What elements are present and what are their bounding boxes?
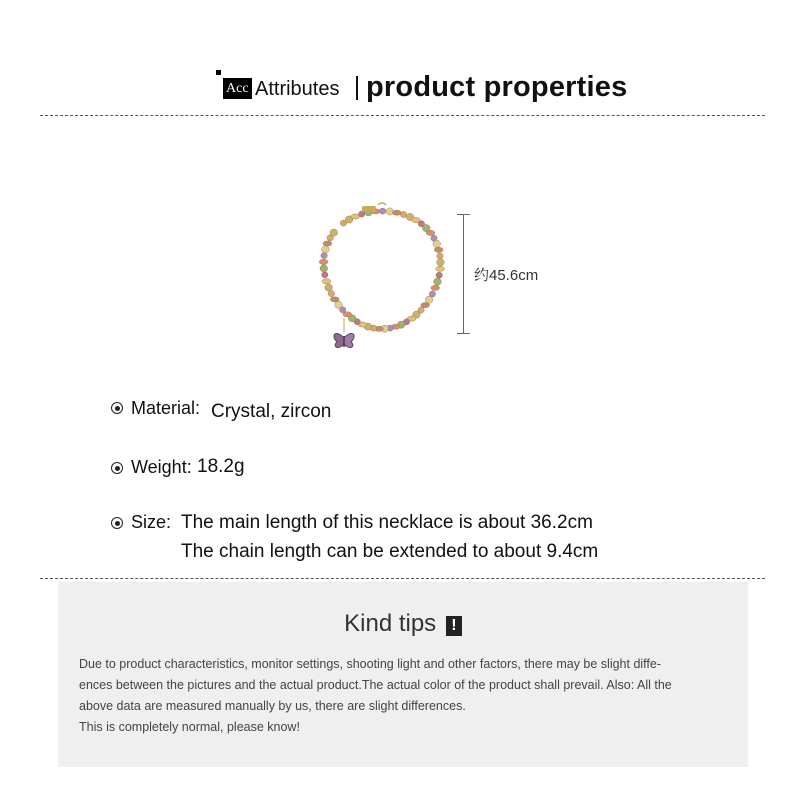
exclamation-icon: ! [446,616,462,636]
size-label: Size: [131,512,172,532]
necklace-bead [437,259,445,266]
necklace-bead [386,208,394,215]
necklace-bead [320,265,328,272]
measurement-label: 约45.6cm [474,267,539,284]
divider-middle [40,578,765,579]
necklace-bead [433,240,441,247]
necklace-bead [323,241,332,246]
kind-tips-body [79,654,735,738]
weight-bullet-icon [111,462,123,474]
necklace-bead [425,296,433,303]
necklace-bead [379,208,385,214]
necklace-bead [322,279,331,284]
necklace-bead [426,230,435,235]
section-header [0,62,800,112]
material-bullet-icon [111,402,123,414]
necklace-bead [328,291,334,297]
size-bullet-icon [111,517,123,529]
necklace-bead [330,229,338,236]
weight-label: Weight: [131,457,192,477]
header-attributes-label: Attributes [255,78,340,100]
header-dot-decoration [216,70,221,75]
necklace-bead [436,272,442,278]
necklace-bead [322,246,330,253]
header-separator [356,76,358,100]
kind-tips-title-text: Kind tips [344,610,437,637]
page-title: product properties [366,71,628,103]
necklace-bead [436,266,445,271]
necklace-bead [434,247,443,252]
measurement-ruler [457,214,471,334]
necklace-bead [321,253,327,259]
necklace-bead [437,253,443,259]
kind-tips-title [58,610,748,638]
material-value: Crystal, zircon [211,401,332,422]
necklace-bead [330,297,339,302]
necklace-bead [392,210,401,215]
product-image [270,190,470,360]
header-badge: Acc [223,78,252,99]
weight-value: 18.2g [197,456,245,477]
size-extension-length: The chain length can be extended to about 9.4cm [181,541,599,562]
tips-line: ences between the pictures and the actual product.The actual color of the product shall prevail. Also: All the [79,678,672,692]
necklace-bead [400,211,406,217]
necklace-bead [434,278,442,285]
tips-line: Due to product characteristics, monitor settings, shooting light and other factors, there may be slight diffe- [79,657,662,671]
necklace-bead [351,214,360,219]
tips-line: This is completely normal, please know! [79,720,300,734]
necklace-bead [319,259,328,264]
size-main-length: The main length of this necklace is about 36.2cm [181,512,593,533]
necklace-bead [431,285,440,290]
necklace-bead [335,301,343,308]
material-label: Material: [131,398,201,418]
kind-tips-box [58,582,748,767]
necklace-bead [322,272,328,278]
necklace-bead [325,284,333,291]
tips-line: above data are measured manually by us, there are slight differences. [79,699,466,713]
divider-top [40,115,765,116]
